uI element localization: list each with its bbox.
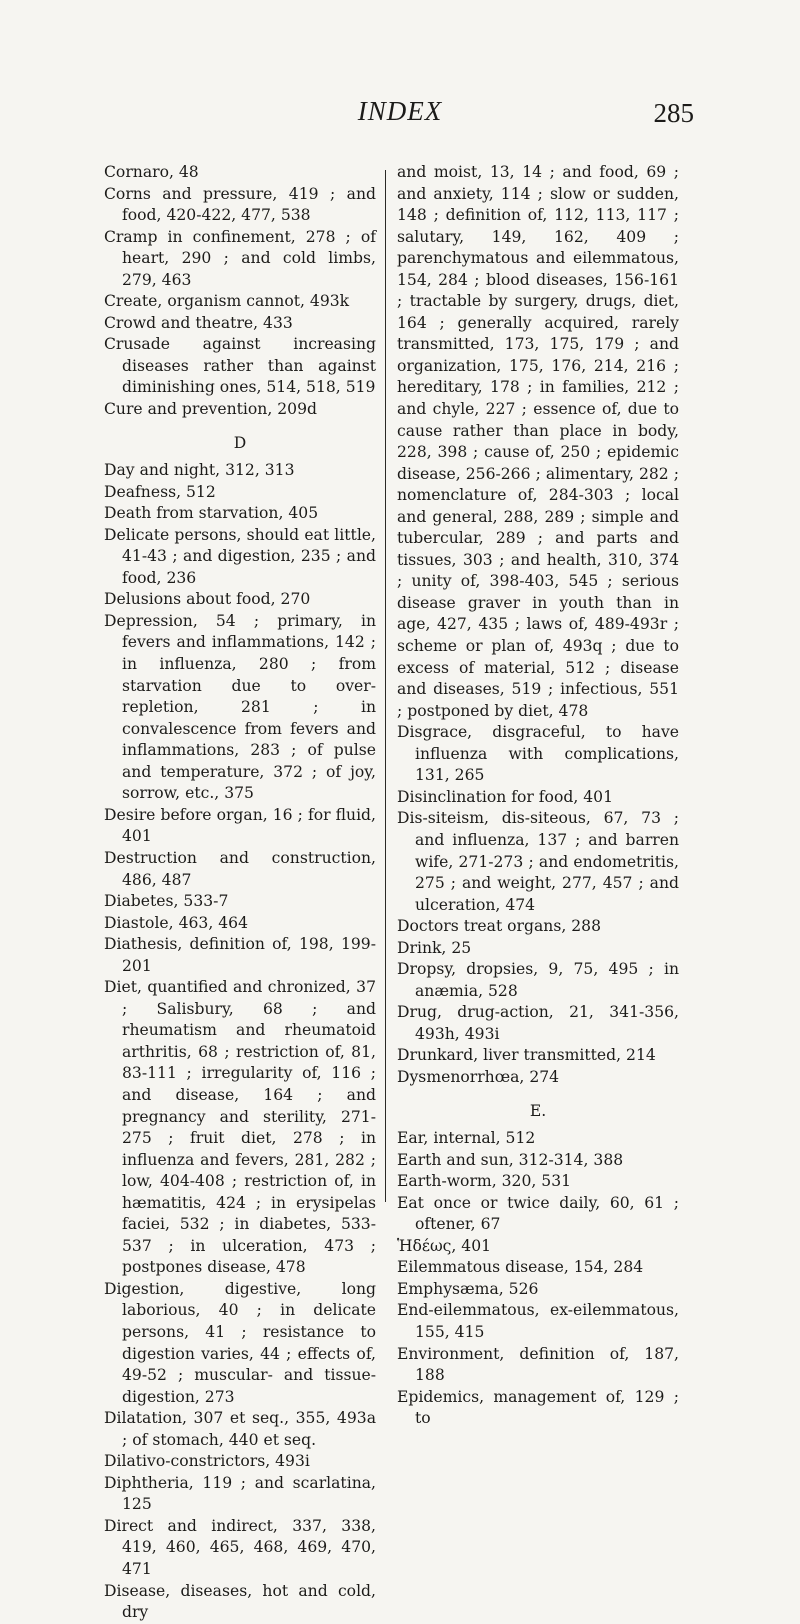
- entries-e: [397, 1128, 679, 1430]
- index-entry: Death from starvation, 405: [104, 504, 319, 523]
- index-entry: Disease, diseases, hot and cold, dry: [104, 1581, 376, 1622]
- index-entry: Epidemics, management of, 129 ; to: [397, 1387, 679, 1428]
- index-entry: Diabetes, 533-7: [104, 892, 229, 911]
- section-heading-e: E.: [529, 1101, 547, 1120]
- index-entry: Corns and pressure, 419 ; and food, 420-422, 477, 538: [104, 184, 376, 225]
- index-entry: Dilatation, 307 et seq., 355, 493a ; of stomach, 440 et seq.: [104, 1409, 376, 1449]
- index-entry: Cornaro, 48: [104, 163, 199, 181]
- index-entry: Delicate persons, should eat little, 41-43 ; and digestion, 235 ; and food, 236: [104, 525, 376, 587]
- index-entry: Earth-worm, 320, 531: [397, 1172, 572, 1191]
- index-entry: Depression, 54 ; primary, in fevers and inflammations, 142 ; in influenza, 280 ; from starvation due to over-repletion, 281 ; in convalescence from fevers and inflammations, 283 ; of pulse and temperature, 372 ; of joy, sorrow, etc., 375: [104, 611, 376, 803]
- index-entry: Eilemmatous disease, 154, 284: [397, 1258, 644, 1277]
- index-entry: Ear, internal, 512: [397, 1129, 536, 1148]
- right-column: [397, 162, 679, 1430]
- index-entry: Digestion, digestive, long laborious, 40 ; in delicate persons, 41 ; resistance to digestion varies, 44 ; effects of, 49-52 ; muscular- and tissue-digestion, 273: [104, 1279, 376, 1406]
- column-divider: [385, 170, 386, 1202]
- index-entry: Diathesis, definition of, 198, 199-201: [104, 935, 376, 975]
- index-entry: Day and night, 312, 313: [104, 461, 295, 480]
- index-entry: Diphtheria, 119 ; and scarlatina, 125: [104, 1473, 376, 1514]
- index-entry: Eat once or twice daily, 60, 61 ; oftener, 67: [397, 1193, 679, 1234]
- disease-entry-continuation: and moist, 13, 14 ; and food, 69 ; and anxiety, 114 ; slow or sudden, 148 ; definition of, 112, 113, 117 ; salutary, 149, 162, 409 ; parenchymatous and eilemmatous, 154, 284 ; blood diseases, 156-161 ; tractable by surgery, drugs, diet, 164 ; generally acquired, rarely transmitted, 173, 175, 179 ; and organization, 175, 176, 214, 216 ; hereditary, 178 ; in families, 212 ; and chyle, 227 ; essence of, due to cause rather than place in body, 228, 398 ; cause of, 250 ; epidemic disease, 256-266 ; alimentary, 282 ; nomenclature of, 284-303 ; local and general, 288, 289 ; simple and tubercular, 289 ; and parts and tissues, 303 ; and health, 310, 374 ; unity of, 398-403, 545 ; serious disease graver in youth than in age, 427, 435 ; laws of, 489-493r ; scheme or plan of, 493q ; due to excess of material, 512 ; disease and diseases, 519 ; infectious, 551 ; postponed by diet, 478: [397, 163, 679, 720]
- running-title: INDEX: [357, 96, 443, 126]
- index-entry: Crusade against increasing diseases rather than against diminishing ones, 514, 518, 519: [104, 335, 376, 397]
- index-entry: Environment, definition of, 187, 188: [397, 1344, 679, 1385]
- index-entry: Earth and sun, 312-314, 388: [397, 1150, 624, 1169]
- index-entry: Drug, drug-action, 21, 341-356, 493h, 493i: [397, 1003, 679, 1043]
- entries-c: [104, 162, 376, 421]
- index-entry: Dropsy, dropsies, 9, 75, 495 ; in anæmia, 528: [397, 960, 679, 1000]
- index-entry: Deafness, 512: [104, 482, 216, 501]
- index-entry: Dis-siteism, dis-siteous, 67, 73 ; and influenza, 137 ; and barren wife, 271-273 ; and endometritis, 275 ; and weight, 277, 457 ; and ulceration, 474: [397, 809, 679, 914]
- index-entry: Cramp in confinement, 278 ; of heart, 290 ; and cold limbs, 279, 463: [104, 227, 376, 289]
- section-heading-d: D: [233, 433, 247, 452]
- entries-d-right: [397, 722, 679, 1088]
- entries-d-left: [104, 460, 376, 1624]
- index-entry: Cure and prevention, 209d: [104, 400, 317, 419]
- index-entry: Drink, 25: [397, 938, 472, 957]
- index-entry: Dilativo-constrictors, 493i: [104, 1452, 310, 1471]
- index-entry: Diet, quantified and chronized, 37 ; Salisbury, 68 ; and rheumatism and rheumatoid arthritis, 68 ; restriction of, 81, 83-111 ; irregularity of, 116 ; and disease, 164 ; and pregnancy and sterility, 271-275 ; fruit diet, 278 ; in influenza and fevers, 281, 282 ; low, 404-408 ; restriction of, in hæmatitis, 424 ; in erysipelas faciei, 532 ; in diabetes, 533-537 ; in ulceration, 473 ; postpones disease, 478: [104, 978, 376, 1277]
- index-entry: End-eilemmatous, ex-eilemmatous, 155, 415: [397, 1301, 679, 1341]
- index-entry: Desire before organ, 16 ; for fluid, 401: [104, 805, 376, 846]
- index-entry: Drunkard, liver transmitted, 214: [397, 1046, 656, 1065]
- index-entry: Disinclination for food, 401: [397, 787, 613, 806]
- index-entry: Emphysæma, 526: [397, 1279, 539, 1298]
- index-entry: Crowd and theatre, 433: [104, 313, 293, 332]
- index-entry: Create, organism cannot, 493k: [104, 292, 350, 311]
- left-column: [104, 162, 376, 1624]
- index-entry: Doctors treat organs, 288: [397, 917, 602, 936]
- index-entry: Disgrace, disgraceful, to have influenza with complications, 131, 265: [397, 723, 679, 785]
- index-entry: Diastole, 463, 464: [104, 913, 249, 932]
- index-entry: Destruction and construction, 486, 487: [104, 848, 376, 889]
- index-entry: Ἡδέως, 401: [397, 1236, 492, 1255]
- page-number: 285: [653, 98, 694, 128]
- index-entry: Dysmenorrhœa, 274: [397, 1067, 560, 1086]
- page-header: [0, 96, 800, 136]
- index-entry: Delusions about food, 270: [104, 590, 311, 609]
- index-entry: Direct and indirect, 337, 338, 419, 460, 465, 468, 469, 470, 471: [104, 1516, 376, 1578]
